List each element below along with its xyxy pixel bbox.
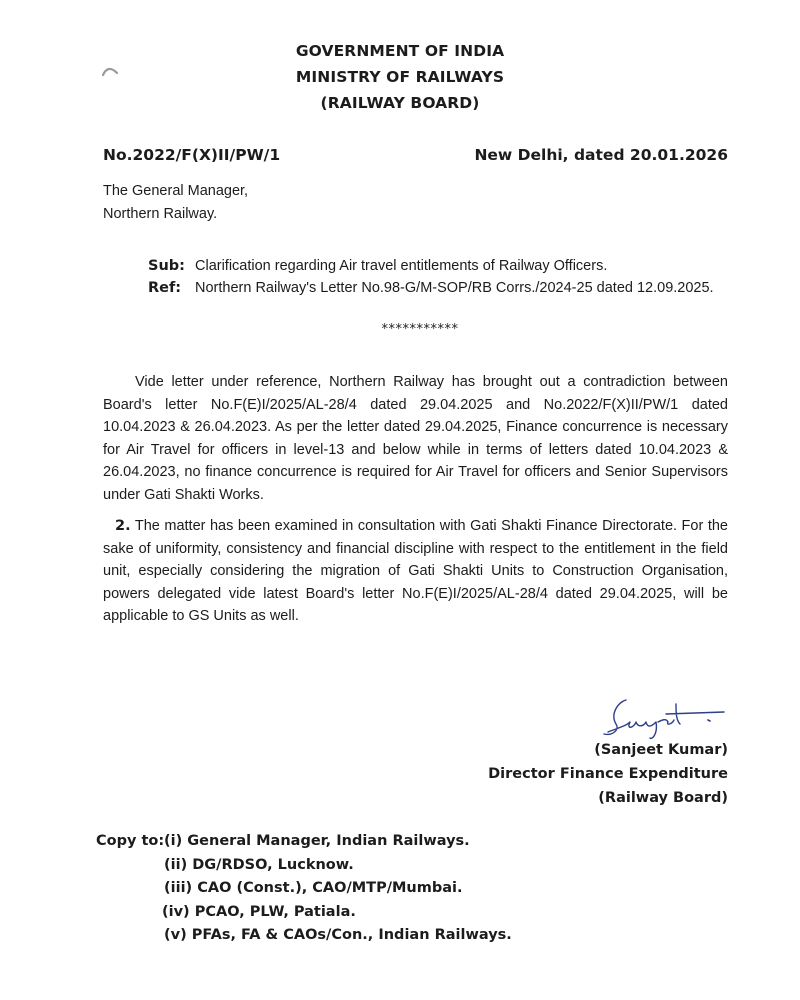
subject-row xyxy=(148,255,728,277)
subject-text: Clarification regarding Air travel entitlements of Railway Officers. xyxy=(195,258,608,274)
letterhead xyxy=(0,38,800,116)
addressee-line-2: Northern Railway. xyxy=(103,206,218,222)
punch-hole-mark-icon xyxy=(100,62,120,78)
reference-row xyxy=(148,277,728,299)
copy-to-item: (iv) PCAO, PLW, Patiala. xyxy=(162,903,356,920)
letterhead-government: GOVERNMENT OF INDIA xyxy=(295,42,505,60)
addressee xyxy=(103,180,248,226)
paragraph-2 xyxy=(103,515,728,628)
copy-to-item: (i) General Manager, Indian Railways. xyxy=(164,833,470,849)
copy-to-item: (iii) CAO (Const.), CAO/MTP/Mumbai. xyxy=(164,880,463,896)
paragraph-2-text: The matter has been examined in consultation with Gati Shakti Finance Directorate. For the sake of uniformity, consistency and financial discipline with respect to the entitlement in the field unit, especially considering the migration of Gati Shakti Units to Construction Organisation, powers delegated vide latest Board's letter No.F(E)I/2025/AL-28/4 dated 29.04.2025, will be applicable to GS Units as well. xyxy=(103,518,728,625)
separator: *********** xyxy=(381,322,459,337)
letter-number: No.2022/F(X)II/PW/1 xyxy=(103,146,281,164)
subject-label: Sub: xyxy=(148,258,185,274)
paragraph-1-text: Vide letter under reference, Northern Railway has brought out a contradiction between Board's letter No.F(E)I/2025/AL-28/4 dated 29.04.2025 and No.2022/F(X)II/PW/1 dated 10.04.2023 & 26.04.2023. As per the letter dated 29.04.2025, Finance concurrence is necessary for Air Travel for officers in level-13 and below while in terms of letters dated 10.04.2023 & 26.04.2023, no finance concurrence is required for Air Travel for officers and Senior Supervisors under Gati Shakti Works. xyxy=(103,374,728,503)
addressee-line-1: The General Manager, xyxy=(103,183,249,199)
letter-place-date: New Delhi, dated 20.01.2026 xyxy=(474,146,728,164)
copy-to-item: (ii) DG/RDSO, Lucknow. xyxy=(164,856,354,873)
copy-to-block xyxy=(96,830,512,948)
signatory-block xyxy=(488,738,728,810)
subject-reference-block xyxy=(148,255,728,299)
paragraph-1 xyxy=(103,371,728,507)
reference-text: Northern Railway's Letter No.98-G/M-SOP/RB Corrs./2024-25 dated 12.09.2025. xyxy=(195,280,714,296)
reference-label: Ref: xyxy=(148,280,182,296)
paragraph-2-number: 2. xyxy=(115,518,131,534)
signatory-designation: Director Finance Expenditure xyxy=(488,766,728,782)
letterhead-board: (RAILWAY BOARD) xyxy=(320,94,480,112)
copy-to-label: Copy to: xyxy=(96,833,165,849)
signature-icon xyxy=(596,694,726,742)
copy-to-item: (v) PFAs, FA & CAOs/Con., Indian Railways. xyxy=(164,927,512,943)
signatory-office: (Railway Board) xyxy=(598,790,728,806)
copy-to-row xyxy=(96,830,512,854)
letterhead-ministry: MINISTRY OF RAILWAYS xyxy=(295,68,505,86)
signatory-name: (Sanjeet Kumar) xyxy=(594,742,728,758)
